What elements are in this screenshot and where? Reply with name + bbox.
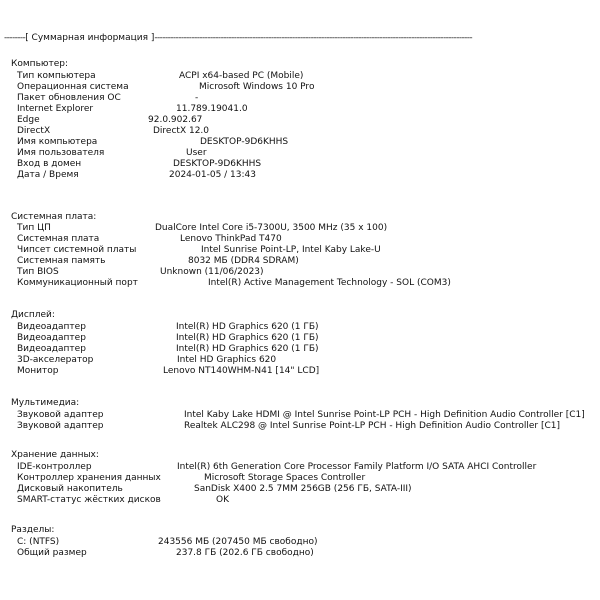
row-label: C: (NTFS) (17, 537, 60, 547)
row-label: Edge (17, 115, 40, 125)
info-row (11, 223, 600, 234)
info-row (11, 484, 600, 495)
header-right-dashes: ------------------------------------------------------------------------------------------------------------------------ (154, 33, 473, 43)
row-value: DualCore Intel Core i5-7300U, 3500 MHz (35 x 100) (155, 223, 388, 233)
row-label: Пакет обновления ОС (17, 93, 121, 103)
row-value: - (195, 93, 199, 103)
row-value: 11.789.19041.0 (176, 104, 248, 114)
info-row (11, 245, 600, 256)
info-row (11, 82, 600, 93)
row-label: 3D-акселератор (17, 355, 94, 365)
row-label: Контроллер хранения данных (17, 473, 161, 483)
info-row (11, 537, 600, 548)
info-row (11, 410, 600, 421)
info-row (11, 421, 600, 432)
info-row (11, 355, 600, 366)
info-row (11, 126, 600, 137)
report-title: [ Суммарная информация ] (25, 33, 155, 43)
row-label: Internet Explorer (17, 104, 94, 114)
row-value: Intel(R) HD Graphics 620 (1 ГБ) (176, 344, 319, 354)
row-value: OK (216, 495, 229, 505)
section-title-motherboard: Системная плата: (11, 212, 97, 222)
row-value: 92.0.902.67 (148, 115, 203, 125)
row-label: Системная плата (17, 234, 100, 244)
row-label: Тип компьютера (17, 71, 96, 81)
info-row (11, 366, 600, 377)
row-value: Intel HD Graphics 620 (177, 355, 277, 365)
header-left-dashes: -------- (4, 33, 26, 43)
row-label: DirectX (17, 126, 51, 136)
row-value: User (186, 148, 207, 158)
row-value: Intel(R) HD Graphics 620 (1 ГБ) (176, 322, 319, 332)
info-row (11, 462, 600, 473)
row-label: Видеоадаптер (17, 333, 86, 343)
row-value: DESKTOP-9D6KHHS (173, 159, 262, 169)
row-value: ACPI x64-based PC (Mobile) (179, 71, 304, 81)
info-row (11, 548, 600, 559)
row-value: 237.8 ГБ (202.6 ГБ свободно) (176, 548, 314, 558)
row-label: Дата / Время (17, 170, 79, 180)
info-row (11, 234, 600, 245)
info-row (11, 115, 600, 126)
row-label: Системная память (17, 256, 106, 266)
info-row (11, 278, 600, 289)
info-row (11, 322, 600, 333)
info-row (11, 333, 600, 344)
row-label: Видеоадаптер (17, 344, 86, 354)
section-title-partitions: Разделы: (11, 525, 55, 535)
info-row (11, 104, 600, 115)
row-value: 243556 МБ (207450 МБ свободно) (158, 537, 318, 547)
row-value: SanDisk X400 2.5 7MM 256GB (256 ГБ, SATA-III) (194, 484, 412, 494)
row-label: Монитор (17, 366, 59, 376)
row-label: Вход в домен (17, 159, 82, 169)
row-value: DirectX 12.0 (153, 126, 210, 136)
row-value: DESKTOP-9D6KHHS (200, 137, 289, 147)
row-label: Видеоадаптер (17, 322, 86, 332)
row-value: Intel(R) 6th Generation Core Processor Family Platform I/O SATA AHCI Controller (177, 462, 537, 472)
info-row (11, 344, 600, 355)
row-label: SMART-статус жёстких дисков (17, 495, 161, 505)
info-row (11, 93, 600, 104)
section-title-computer: Компьютер: (11, 59, 68, 69)
row-value: Intel Kaby Lake HDMI @ Intel Sunrise Point-LP PCH - High Definition Audio Controller [C1] (184, 410, 585, 420)
info-row (11, 71, 600, 82)
row-value: Realtek ALC298 @ Intel Sunrise Point-LP PCH - High Definition Audio Controller [C1] (184, 421, 561, 431)
row-value: Intel(R) Active Management Technology - SOL (COM3) (208, 278, 451, 288)
row-value: 8032 МБ (DDR4 SDRAM) (188, 256, 299, 266)
info-row (11, 148, 600, 159)
row-value: Microsoft Storage Spaces Controller (204, 473, 366, 483)
info-row (11, 473, 600, 484)
row-value: Lenovo NT140WHM-N41 [14" LCD] (163, 366, 320, 376)
section-title-display: Дисплей: (11, 310, 55, 320)
row-label: Коммуникационный порт (17, 278, 138, 288)
row-value: 2024-01-05 / 13:43 (169, 170, 256, 180)
info-row (11, 256, 600, 267)
section-title-storage: Хранение данных: (11, 450, 99, 460)
section-title-multimedia: Мультимедиа: (11, 398, 80, 408)
info-row (11, 159, 600, 170)
report-header (4, 33, 472, 43)
row-label: Чипсет системной платы (17, 245, 137, 255)
row-label: Звуковой адаптер (17, 421, 104, 431)
info-row (11, 137, 600, 148)
row-label: IDE-контроллер (17, 462, 92, 472)
row-label: Имя компьютера (17, 137, 98, 147)
row-label: Операционная система (17, 82, 129, 92)
row-value: Unknown (11/06/2023) (160, 267, 264, 277)
row-label: Тип BIOS (17, 267, 59, 277)
row-value: Lenovo ThinkPad T470 (180, 234, 282, 244)
row-value: Intel Sunrise Point-LP, Intel Kaby Lake-U (201, 245, 381, 255)
row-label: Тип ЦП (17, 223, 51, 233)
info-row (11, 170, 600, 181)
row-value: Microsoft Windows 10 Pro (199, 82, 315, 92)
row-label: Имя пользователя (17, 148, 105, 158)
row-label: Общий размер (17, 548, 87, 558)
info-row (11, 495, 600, 506)
row-label: Дисковый накопитель (17, 484, 123, 494)
info-row (11, 267, 600, 278)
row-label: Звуковой адаптер (17, 410, 104, 420)
row-value: Intel(R) HD Graphics 620 (1 ГБ) (176, 333, 319, 343)
